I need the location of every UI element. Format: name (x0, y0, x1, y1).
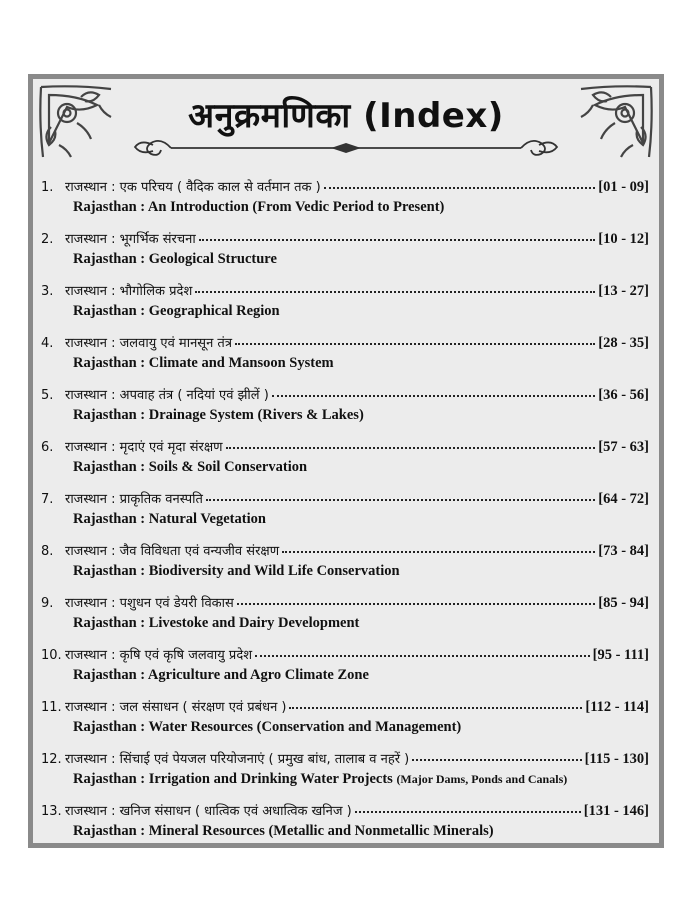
entry-number: 11. (41, 700, 62, 715)
entry-number: 7. (41, 492, 54, 507)
index-entry[interactable] (33, 749, 659, 801)
entry-title-hindi: राजस्थान : जैव विविधता एवं वन्यजीव संरक्षण (65, 544, 280, 559)
entry-title-english: Rajasthan : Mineral Resources (Metallic and Nonmetallic Minerals) (73, 823, 494, 839)
entry-number: 12. (41, 752, 62, 767)
dot-leader (206, 491, 595, 501)
page-title: अनुक्रमणिका (Index) (188, 96, 504, 136)
entry-number: 5. (41, 388, 54, 403)
index-page-frame (28, 74, 664, 848)
entry-pages: [36 - 56] (598, 387, 649, 403)
index-entry[interactable] (33, 697, 659, 749)
entry-title-hindi: राजस्थान : प्राकृतिक वनस्पति (65, 492, 203, 507)
entry-title-english: Rajasthan : Irrigation and Drinking Water Projects (73, 771, 397, 787)
entry-pages: [57 - 63] (598, 439, 649, 455)
entry-title-english: Rajasthan : Agriculture and Agro Climate Zone (73, 667, 369, 683)
entry-pages: [85 - 94] (598, 595, 649, 611)
dot-leader (235, 335, 595, 345)
entry-title-hindi: राजस्थान : कृषि एवं कृषि जलवायु प्रदेश (65, 648, 253, 663)
entry-pages: [115 - 130] (584, 751, 649, 767)
index-entry[interactable] (33, 333, 659, 385)
dot-leader (355, 803, 581, 813)
entry-title-english: Rajasthan : Geological Structure (73, 251, 277, 267)
entry-number: 8. (41, 544, 54, 559)
entry-title-hindi: राजस्थान : सिंचाई एवं पेयजल परियोजनाएं ( प्रमुख बांध, तालाब व नहरें ) (65, 752, 410, 767)
entry-number: 6. (41, 440, 54, 455)
index-entries (33, 177, 659, 853)
entry-pages: [13 - 27] (598, 283, 649, 299)
entry-pages: [112 - 114] (585, 699, 649, 715)
index-entry[interactable] (33, 801, 659, 853)
entry-number: 9. (41, 596, 54, 611)
entry-title-english: Rajasthan : Geographical Region (73, 303, 280, 319)
dot-leader (255, 647, 590, 657)
entry-title-english-note: (Major Dams, Ponds and Canals) (396, 772, 568, 786)
entry-number: 3. (41, 284, 54, 299)
entry-title-english: Rajasthan : An Introduction (From Vedic Period to Present) (73, 199, 445, 215)
dot-leader (412, 751, 581, 761)
index-entry[interactable] (33, 281, 659, 333)
entry-number: 13. (41, 804, 62, 819)
entry-title-hindi: राजस्थान : मृदाएं एवं मृदा संरक्षण (65, 440, 223, 455)
index-entry[interactable] (33, 645, 659, 697)
entry-pages: [28 - 35] (598, 335, 649, 351)
entry-title-english: Rajasthan : Soils & Soil Conservation (73, 459, 308, 475)
entry-pages: [64 - 72] (598, 491, 649, 507)
dot-leader (195, 283, 595, 293)
entry-title-hindi: राजस्थान : भौगोलिक प्रदेश (65, 284, 193, 299)
entry-pages: [01 - 09] (598, 179, 649, 195)
entry-pages: [73 - 84] (598, 543, 649, 559)
index-entry[interactable] (33, 177, 659, 229)
entry-pages: [10 - 12] (598, 231, 649, 247)
index-entry[interactable] (33, 541, 659, 593)
entry-title-hindi: राजस्थान : खनिज संसाधन ( धात्विक एवं अधात्विक खनिज ) (65, 804, 352, 819)
entry-pages: [131 - 146] (583, 803, 649, 819)
dot-leader (237, 595, 595, 605)
entry-title-english: Rajasthan : Water Resources (Conservation and Management) (73, 719, 462, 735)
index-entry[interactable] (33, 489, 659, 541)
entry-number: 1. (41, 180, 54, 195)
title-flourish-icon (131, 135, 561, 161)
index-entry[interactable] (33, 385, 659, 437)
entry-number: 10. (41, 648, 62, 663)
entry-title-hindi: राजस्थान : पशुधन एवं डेयरी विकास (65, 596, 234, 611)
entry-title-hindi: राजस्थान : जलवायु एवं मानसून तंत्र (65, 336, 233, 351)
entry-number: 4. (41, 336, 54, 351)
entry-title-english: Rajasthan : Biodiversity and Wild Life Conservation (73, 563, 400, 579)
dot-leader (226, 439, 596, 449)
index-entry[interactable] (33, 593, 659, 645)
index-header (33, 79, 659, 171)
dot-leader (289, 699, 582, 709)
entry-title-english: Rajasthan : Climate and Mansoon System (73, 355, 334, 371)
entry-title-hindi: राजस्थान : एक परिचय ( वैदिक काल से वर्तमान तक ) (65, 180, 321, 195)
entry-pages: [95 - 111] (592, 647, 649, 663)
dot-leader (282, 543, 595, 553)
dot-leader (199, 231, 596, 241)
entry-title-english: Rajasthan : Drainage System (Rivers & Lakes) (73, 407, 364, 423)
dot-leader (272, 387, 595, 397)
entry-title-hindi: राजस्थान : जल संसाधन ( संरक्षण एवं प्रबंधन ) (65, 700, 287, 715)
dot-leader (324, 179, 596, 189)
index-entry[interactable] (33, 437, 659, 489)
entry-title-english: Rajasthan : Livestoke and Dairy Development (73, 615, 360, 631)
entry-title-hindi: राजस्थान : भूगर्भिक संरचना (65, 232, 196, 247)
entry-title-english: Rajasthan : Natural Vegetation (73, 511, 266, 527)
entry-number: 2. (41, 232, 54, 247)
entry-title-hindi: राजस्थान : अपवाह तंत्र ( नदियां एवं झीलें ) (65, 388, 269, 403)
index-entry[interactable] (33, 229, 659, 281)
